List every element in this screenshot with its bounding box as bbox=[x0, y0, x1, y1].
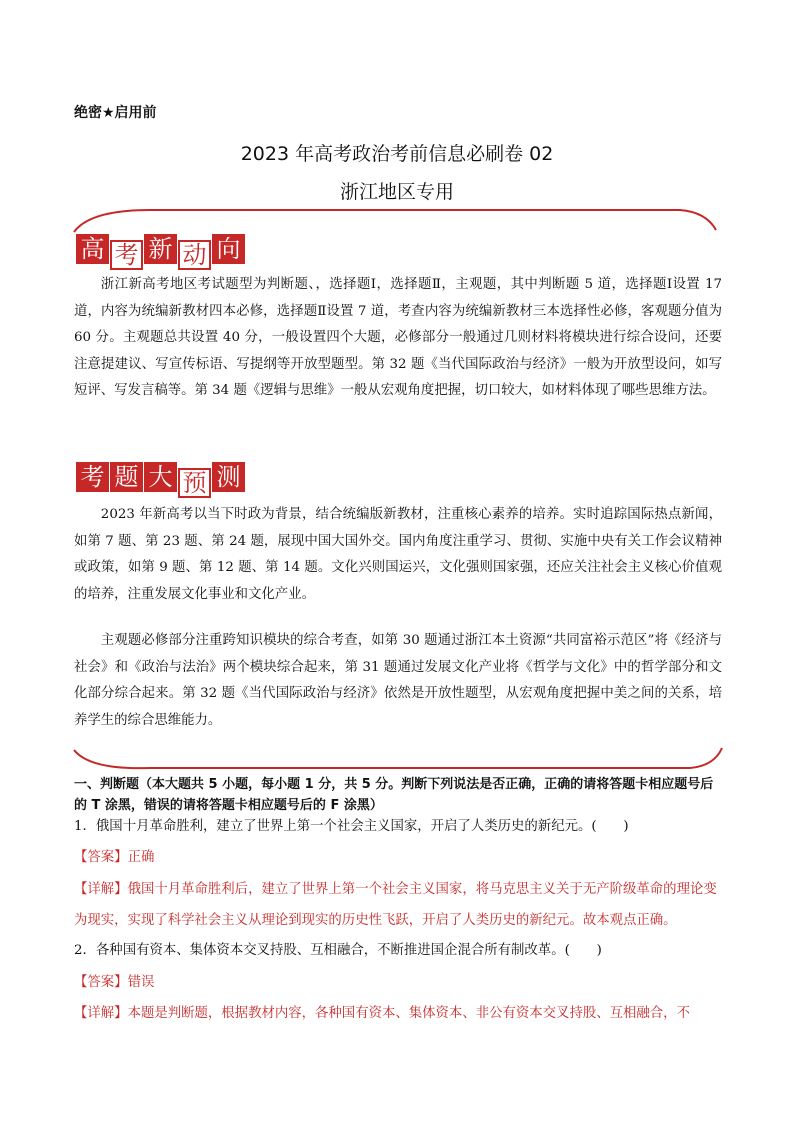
secret-label: 绝密★启用前 bbox=[74, 105, 157, 121]
detail-tag: 【详解】 bbox=[74, 1006, 128, 1021]
detail-tag: 【详解】 bbox=[74, 882, 128, 897]
banner-char: 高 bbox=[76, 234, 109, 264]
banner-char: 测 bbox=[212, 462, 245, 492]
banner-kaoti-da-yuce bbox=[76, 462, 246, 498]
intro-paragraph: 浙江新高考地区考试题型为判断题、，选择题Ⅰ，选择题Ⅱ，主观题，其中判断题 5 道，选择题Ⅰ设置 17 道，内容为统编新教材四本必修，选择题Ⅱ设置 7 道，考查内容为统编新教材三本选择性必修，客观题分值为 60 分。主观题总共设置 40 分，一般设置四个大题，必修部分一般通过几则材料将模块进行综合设问，还要注意提建议、写宣传标语、写提纲等开放型题型。第 32 题《当代国际政治与经济》一般为开放型设问，如写短评、写发言稿等。第 34 题《逻辑与思维》一般从宏观角度把握，切口较大，如材料体现了哪些思维方法。 bbox=[74, 277, 722, 398]
answer-value: 错误 bbox=[127, 975, 155, 990]
bottom-curve bbox=[74, 748, 722, 768]
banner-char: 新 bbox=[144, 234, 177, 264]
banner-gaokao-xin-dongxiang bbox=[76, 234, 246, 270]
answer-value: 正确 bbox=[127, 850, 155, 865]
exam-subtitle: 浙江地区专用 bbox=[339, 181, 454, 203]
banner-char: 动 bbox=[178, 240, 211, 270]
exam-title: 2023 年高考政治考前信息必刷卷 02 bbox=[240, 143, 554, 165]
banner-char: 考 bbox=[76, 462, 109, 492]
top-curve bbox=[74, 210, 716, 232]
detail-text: 俄国十月革命胜利后，建立了世界上第一个社会主义国家，将马克思主义关于无产阶级革命的理论变为现实，实现了科学社会主义从理论到现实的历史性飞跃，开启了人类历史的新纪元。故本观点正确。 bbox=[74, 882, 717, 928]
banner-char: 题 bbox=[110, 462, 143, 492]
detail-block bbox=[74, 998, 722, 1029]
detail-block bbox=[74, 874, 722, 936]
predict-paragraph-1: 2023 年新高考以当下时政为背景，结合统编版新教材，注重核心素养的培养。实时追踪国际热点新闻，如第 7 题、第 23 题、第 24 题，展现中国大国外交。国内角度注重学习、贯彻、实施中央有关工作会议精神或政策，如第 9 题、第 12 题、第 14 题。文化兴则国运兴，文化强则国家强，还应关注社会主义核心价值观的培养，注重发展文化事业和文化产业。 bbox=[74, 507, 722, 602]
predict-paragraph-2: 主观题必修部分注重跨知识模块的综合考查，如第 30 题通过浙江本土资源“共同富裕示范区”将《经济与社会》和《政治与法治》两个模块综合起来，第 31 题通过发展文化产业将《哲学与文化》中的哲学部分和文化部分综合起来。第 32 题《当代国际政治与经济》依然是开放性题型，从宏观角度把握中美之间的关系，培养学生的综合思维能力。 bbox=[74, 633, 722, 728]
detail-text: 本题是判断题，根据教材内容，各种国有资本、集体资本、非公有资本交叉持股、互相融合，不 bbox=[127, 1006, 690, 1021]
answer-line bbox=[74, 842, 722, 873]
banner-char: 大 bbox=[144, 462, 177, 492]
banner-char: 向 bbox=[212, 234, 245, 264]
answer-tag: 【答案】 bbox=[74, 975, 128, 990]
section-heading: 一、判断题（本大题共 5 小题，每小题 1 分，共 5 分。判断下列说法是否正确，正确的请将答题卡相应题号后的 T 涂黑，错误的请将答题卡相应题号后的 F 涂黑） bbox=[74, 777, 714, 813]
banner-char: 预 bbox=[178, 468, 211, 498]
answer-tag: 【答案】 bbox=[74, 850, 128, 865]
question-stem: 1．俄国十月革命胜利，建立了世界上第一个社会主义国家，开启了人类历史的新纪元。( ) bbox=[74, 819, 629, 834]
question-stem: 2．各种国有资本、集体资本交叉持股、互相融合，不断推进国企混合所有制改革。( ) bbox=[74, 943, 602, 958]
banner-char: 考 bbox=[110, 240, 143, 270]
answer-line bbox=[74, 967, 722, 998]
